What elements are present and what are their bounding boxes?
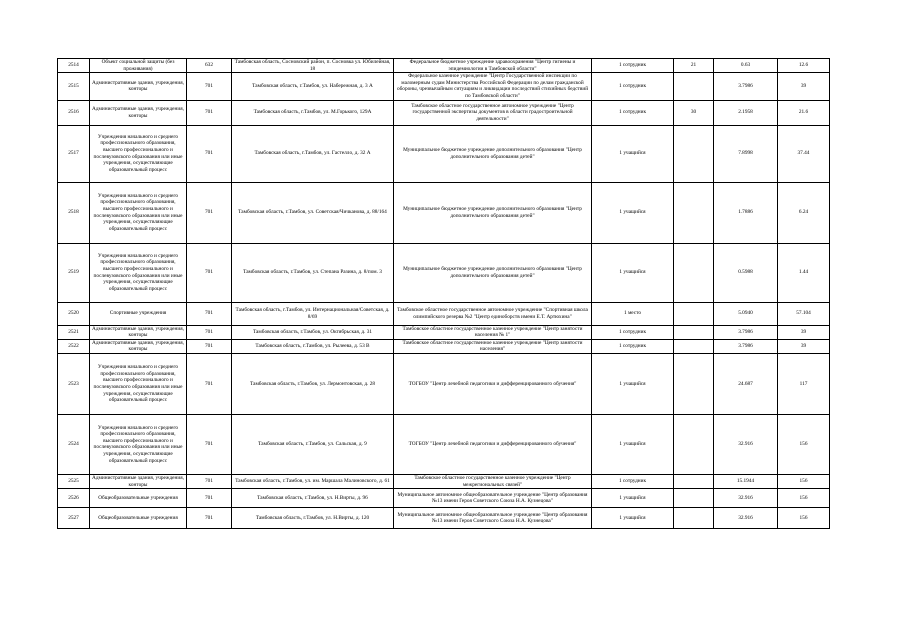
row-number-cell: 2520 <box>58 302 90 325</box>
organization-cell: Муниципальное автономное общеобразовательное учреждение "Центр образования №13 имени Героя Советского Союза Н.А. Кузнецова" <box>394 508 592 529</box>
object-type-cell: Объект социальной защиты (без проживания) <box>90 59 187 73</box>
unit-cell: 1 учащийся <box>592 414 674 474</box>
value-a-cell <box>674 414 714 474</box>
organization-cell: Тамбовское областное государственное казенное учреждение "Центр занятости населения № 1" <box>394 325 592 339</box>
organization-cell: Тамбовское областное государственное казенное учреждение "Центр занятости населения" <box>394 339 592 353</box>
unit-cell: 1 учащийся <box>592 489 674 508</box>
value-a-cell <box>674 353 714 414</box>
unit-cell: 1 место <box>592 302 674 325</box>
row-number-cell: 2523 <box>58 353 90 414</box>
value-b-cell: 32.916 <box>714 414 778 474</box>
table-row <box>58 325 830 339</box>
value-c-cell: 156 <box>778 489 830 508</box>
organization-cell: Муниципальное бюджетное учреждение дополнительного образования "Центр дополнительного образования детей" <box>394 182 592 243</box>
value-a-cell <box>674 302 714 325</box>
organization-cell: Федеральное бюджетное учреждение здравоохранения "Центр гигиены и эпидемиологии в Тамбовской области" <box>394 59 592 73</box>
object-type-cell: Учреждения начального и среднего профессионального образования, высшего профессионального и послевузовского образования или иные учреждения, осуществляющие образовательный процесс <box>90 243 187 302</box>
table-row <box>58 302 830 325</box>
table-row <box>58 59 830 73</box>
address-cell: Тамбовская область, г.Тамбов, ул. Набережная, д. 3 А <box>232 73 394 100</box>
organization-cell: ТОГБОУ "Центр лечебной педагогики и дифференцированного обучения" <box>394 353 592 414</box>
value-c-cell: 57.104 <box>778 302 830 325</box>
value-b-cell: 15.1944 <box>714 474 778 488</box>
table-row <box>58 414 830 474</box>
object-type-cell: Учреждения начального и среднего профессионального образования, высшего профессионального и послевузовского образования или иные учреждения, осуществляющие образовательный процесс <box>90 125 187 182</box>
organization-cell: Муниципальное бюджетное учреждение дополнительного образования "Центр дополнительного образования детей" <box>394 125 592 182</box>
object-type-cell: Учреждения начального и среднего профессионального образования, высшего профессионального и послевузовского образования или иные учреждения, осуществляющие образовательный процесс <box>90 414 187 474</box>
code-cell: 701 <box>187 414 232 474</box>
unit-cell: 1 учащийся <box>592 125 674 182</box>
table-row <box>58 243 830 302</box>
table-row <box>58 474 830 488</box>
code-cell: 701 <box>187 73 232 100</box>
address-cell: Тамбовская область, г.Тамбов, ул. Интернациональная/Советская, д. 8/69 <box>232 302 394 325</box>
value-b-cell: 3.7986 <box>714 339 778 353</box>
unit-cell: 1 сотрудник <box>592 73 674 100</box>
registry-table <box>57 58 830 529</box>
object-type-cell: Административные здания, учреждения, конторы <box>90 100 187 125</box>
value-a-cell <box>674 73 714 100</box>
table-row <box>58 508 830 529</box>
unit-cell: 1 учащийся <box>592 243 674 302</box>
row-number-cell: 2516 <box>58 100 90 125</box>
object-type-cell: Административные здания, учреждения, конторы <box>90 474 187 488</box>
code-cell: 701 <box>187 508 232 529</box>
code-cell: 701 <box>187 474 232 488</box>
object-type-cell: Общеобразовательные учреждения <box>90 508 187 529</box>
value-c-cell: 6.24 <box>778 182 830 243</box>
object-type-cell: Спортивные учреждения <box>90 302 187 325</box>
value-b-cell: 24.687 <box>714 353 778 414</box>
organization-cell: Муниципальное автономное общеобразовательное учреждение "Центр образования №13 имени Героя Советского Союза Н.А. Кузнецова" <box>394 489 592 508</box>
unit-cell: 1 сотрудник <box>592 325 674 339</box>
value-b-cell: 7.8998 <box>714 125 778 182</box>
row-number-cell: 2517 <box>58 125 90 182</box>
row-number-cell: 2522 <box>58 339 90 353</box>
organization-cell: Тамбовское областное государственное автономное учреждение "Спортивная школа олимпийского резерва №2 "Центр единоборств имени Е.Т. Артюхина" <box>394 302 592 325</box>
code-cell: 701 <box>187 353 232 414</box>
value-c-cell: 12.6 <box>778 59 830 73</box>
registry-table-body <box>58 59 830 529</box>
address-cell: Тамбовская область, г.Тамбов, ул. М.Горького, 129А <box>232 100 394 125</box>
row-number-cell: 2514 <box>58 59 90 73</box>
value-a-cell <box>674 182 714 243</box>
table-row <box>58 100 830 125</box>
unit-cell: 1 сотрудник <box>592 339 674 353</box>
address-cell: Тамбовская область, г.Тамбов, ул. Рылеева, д. 53 В <box>232 339 394 353</box>
organization-cell: ТОГБОУ "Центр лечебной педагогики и дифференцированного обучения" <box>394 414 592 474</box>
row-number-cell: 2521 <box>58 325 90 339</box>
table-row <box>58 489 830 508</box>
row-number-cell: 2527 <box>58 508 90 529</box>
organization-cell: Федеральное казенное учреждение "Центр Государственной инспекции по маломерным судам Министерства Российской Федерации по делам гражданской обороны, чрезвычайным ситуациям и ликвидации последствий стихийных бедствий по Тамбовской области" <box>394 73 592 100</box>
value-a-cell <box>674 243 714 302</box>
address-cell: Тамбовская область, г.Тамбов, ул. Октябрьская, д. 31 <box>232 325 394 339</box>
table-row <box>58 125 830 182</box>
unit-cell: 1 учащийся <box>592 182 674 243</box>
code-cell: 701 <box>187 339 232 353</box>
value-b-cell: 0.63 <box>714 59 778 73</box>
address-cell: Тамбовская область, г.Тамбов, ул. Советская/Чичканова, д. 88/164 <box>232 182 394 243</box>
row-number-cell: 2518 <box>58 182 90 243</box>
object-type-cell: Учреждения начального и среднего профессионального образования, высшего профессионального и послевузовского образования или иные учреждения, осуществляющие образовательный процесс <box>90 353 187 414</box>
organization-cell: Муниципальное бюджетное учреждение дополнительного образования "Центр дополнительного образования детей" <box>394 243 592 302</box>
value-b-cell: 32.916 <box>714 508 778 529</box>
value-b-cell: 1.7886 <box>714 182 778 243</box>
address-cell: Тамбовская область, г.Тамбов, ул. Н.Вирты, д. 96 <box>232 489 394 508</box>
value-b-cell: 5.0940 <box>714 302 778 325</box>
value-c-cell: 156 <box>778 508 830 529</box>
address-cell: Тамбовская область, г.Тамбов, ул. Сальская, д. 9 <box>232 414 394 474</box>
value-a-cell <box>674 508 714 529</box>
value-b-cell: 0.5988 <box>714 243 778 302</box>
value-c-cell: 156 <box>778 414 830 474</box>
value-c-cell: 39 <box>778 325 830 339</box>
object-type-cell: Учреждения начального и среднего профессионального образования, высшего профессионального и послевузовского образования или иные учреждения, осуществляющие образовательный процесс <box>90 182 187 243</box>
value-a-cell <box>674 325 714 339</box>
address-cell: Тамбовская область, г.Тамбов, ул. Степана Разина, д. 8/пом. 3 <box>232 243 394 302</box>
object-type-cell: Административные здания, учреждения, конторы <box>90 73 187 100</box>
unit-cell: 1 сотрудник <box>592 474 674 488</box>
address-cell: Тамбовская область, г.Тамбов, ул. Н.Вирты, д. 120 <box>232 508 394 529</box>
code-cell: 701 <box>187 325 232 339</box>
value-b-cell: 2.1958 <box>714 100 778 125</box>
organization-cell: Тамбовское областное государственное автономное учреждение "Центр государственной экспертизы документов в области градостроительной деятельности" <box>394 100 592 125</box>
table-row <box>58 353 830 414</box>
code-cell: 701 <box>187 182 232 243</box>
value-a-cell <box>674 125 714 182</box>
code-cell: 701 <box>187 243 232 302</box>
value-b-cell: 32.916 <box>714 489 778 508</box>
value-b-cell: 3.7986 <box>714 325 778 339</box>
value-c-cell: 156 <box>778 474 830 488</box>
address-cell: Тамбовская область, г.Тамбов, ул. Гастелло, д. 32 А <box>232 125 394 182</box>
value-c-cell: 37.44 <box>778 125 830 182</box>
code-cell: 701 <box>187 100 232 125</box>
code-cell: 701 <box>187 125 232 182</box>
value-a-cell <box>674 339 714 353</box>
unit-cell: 1 сотрудник <box>592 100 674 125</box>
row-number-cell: 2519 <box>58 243 90 302</box>
code-cell: 701 <box>187 489 232 508</box>
row-number-cell: 2525 <box>58 474 90 488</box>
value-c-cell: 117 <box>778 353 830 414</box>
unit-cell: 1 учащийся <box>592 353 674 414</box>
row-number-cell: 2515 <box>58 73 90 100</box>
object-type-cell: Общеобразовательные учреждения <box>90 489 187 508</box>
address-cell: Тамбовская область, г.Тамбов, ул. Лермонтовская, д. 28 <box>232 353 394 414</box>
row-number-cell: 2526 <box>58 489 90 508</box>
code-cell: 632 <box>187 59 232 73</box>
code-cell: 701 <box>187 302 232 325</box>
unit-cell: 1 сотрудник <box>592 59 674 73</box>
value-a-cell <box>674 474 714 488</box>
row-number-cell: 2524 <box>58 414 90 474</box>
value-b-cell: 3.7986 <box>714 73 778 100</box>
table-row <box>58 339 830 353</box>
value-c-cell: 39 <box>778 73 830 100</box>
table-row <box>58 73 830 100</box>
table-row <box>58 182 830 243</box>
value-a-cell <box>674 489 714 508</box>
unit-cell: 1 учащийся <box>592 508 674 529</box>
object-type-cell: Административные здания, учреждения, конторы <box>90 325 187 339</box>
value-c-cell: 39 <box>778 339 830 353</box>
object-type-cell: Административные здания, учреждения, конторы <box>90 339 187 353</box>
value-a-cell: 30 <box>674 100 714 125</box>
value-c-cell: 21.6 <box>778 100 830 125</box>
organization-cell: Тамбовское областное государственное казенное учреждение "Центр межрегиональных связей" <box>394 474 592 488</box>
address-cell: Тамбовская область, г.Тамбов, ул. им. Маршала Малиновского, д. 61 <box>232 474 394 488</box>
address-cell: Тамбовская область, Сосновский район, п. Сосновка ул. Юбилейная, 18 <box>232 59 394 73</box>
value-a-cell: 21 <box>674 59 714 73</box>
value-c-cell: 1.44 <box>778 243 830 302</box>
